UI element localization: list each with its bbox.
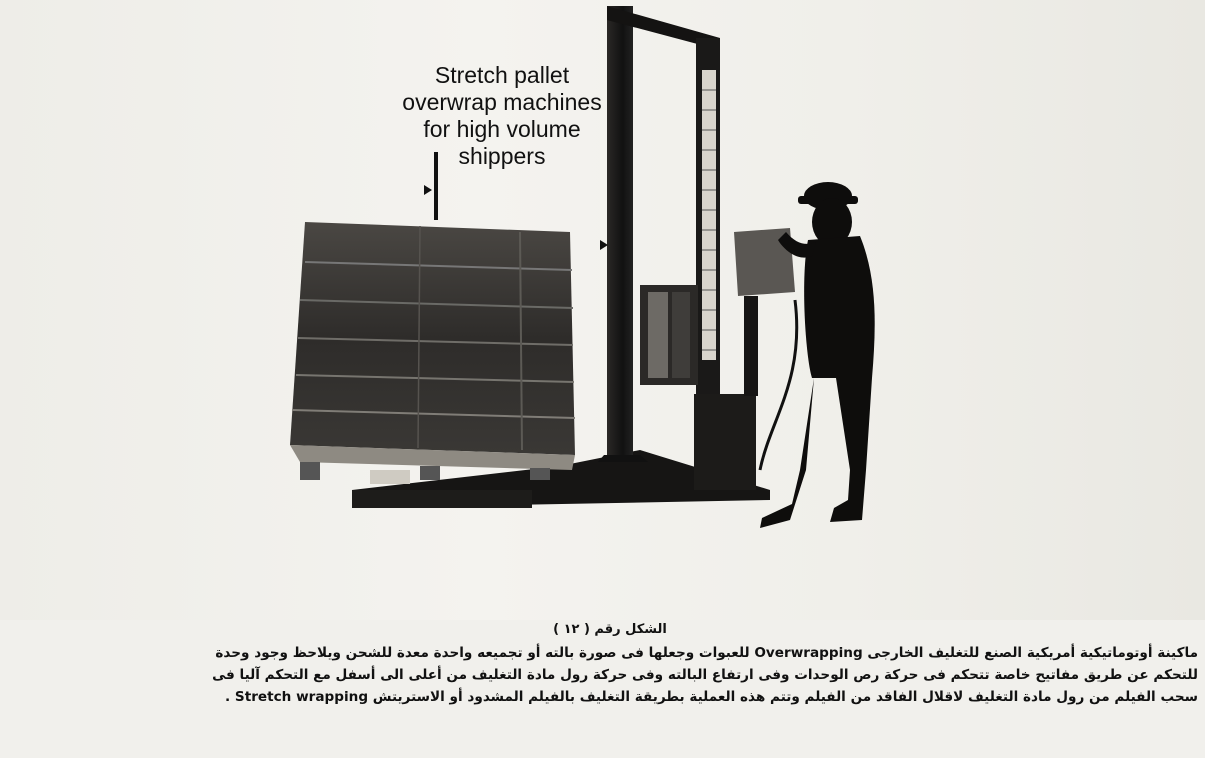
caption-line: ماكينة أوتوماتيكية أمريكية الصنع للتغليف الخارجى Overwrapping للعبوات وجعلها فى صورة بالته أو تجميعه واحدة معدة للشحن ويلاحظ وجود وحدة xyxy=(215,645,1198,661)
caption-line: سحب الفيلم من رول مادة التغليف لاقلال الفاقد من الفيلم وتتم هذه العملية بطريقة التغليف بالفيلم المشدود أو الاستريتش Stretch wrapping . xyxy=(225,689,1198,705)
callout-line: for high volume xyxy=(423,116,581,142)
figure-callout-label xyxy=(372,62,632,170)
figure-caption-title: الشكل رقم ( ١٢ ) xyxy=(553,622,667,637)
callout-line: Stretch pallet xyxy=(434,62,570,88)
callout-line: shippers xyxy=(458,143,546,169)
pallet-load xyxy=(290,222,575,480)
figure-caption-text xyxy=(8,642,1198,708)
callout-line: overwrap machines xyxy=(402,89,602,115)
caption-line: للتحكم عن طريق مفاتيح خاصة تتحكم فى حركة رص الوحدات وفى ارتفاع البالته وفى حركة رول مادة التغليف من أعلى الى أسفل مع التحكم آليا فى xyxy=(212,667,1198,683)
